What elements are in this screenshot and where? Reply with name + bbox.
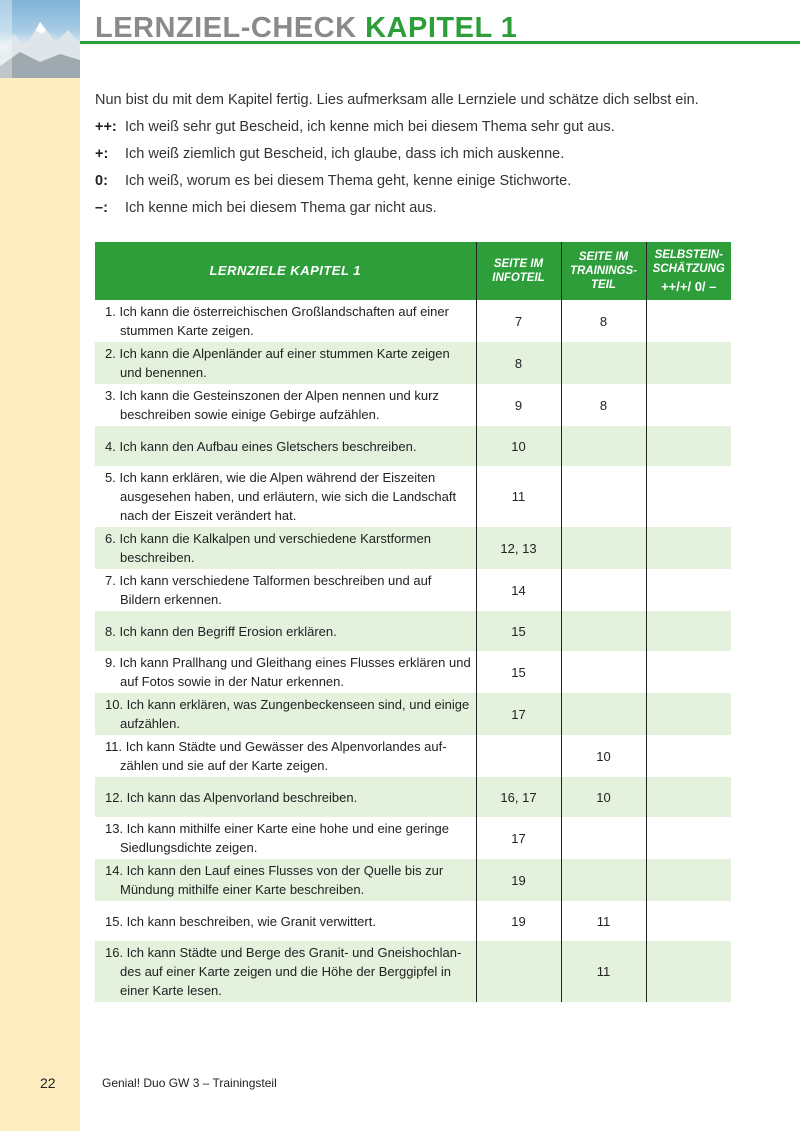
- book-title: Genial! Duo GW 3 – Trainingsteil: [102, 1076, 277, 1090]
- training-page-cell: 10: [561, 735, 646, 777]
- training-page-cell: [561, 466, 646, 527]
- training-page-cell: [561, 426, 646, 466]
- header-photo: [0, 0, 80, 78]
- legend-item: [95, 200, 699, 217]
- training-page-cell: 11: [561, 901, 646, 941]
- goal-text: 7. Ich kann verschiedene Talformen beschreiben und auf Bildern erkennen.: [105, 573, 432, 607]
- goals-table: [95, 242, 731, 1002]
- training-page-cell: [561, 569, 646, 611]
- goal-text: 6. Ich kann die Kalkalpen und verschiedene Karstformen beschreiben.: [105, 531, 431, 565]
- training-page-cell: [561, 342, 646, 384]
- infoteil-page-cell: 17: [476, 693, 561, 735]
- infoteil-page-cell: 7: [476, 300, 561, 342]
- goal-text: 2. Ich kann die Alpenländer auf einer stummen Karte zeigen und benennen.: [105, 346, 450, 380]
- infoteil-page-cell: 9: [476, 384, 561, 426]
- goal-cell: [95, 569, 476, 611]
- infoteil-page-cell: [476, 941, 561, 1002]
- table-row: [95, 735, 731, 777]
- table-row: [95, 466, 731, 527]
- goal-text: 3. Ich kann die Gesteinszonen der Alpen nennen und kurz beschreiben sowie einige Gebirge aufzählen.: [105, 388, 439, 422]
- table-header-row: [95, 242, 731, 300]
- infoteil-page-cell: [476, 735, 561, 777]
- goal-text: 5. Ich kann erklären, wie die Alpen während der Eiszeiten ausgesehen haben, und erläutern, wie sich die Landschaft nach der Eiszeit verändert hat.: [105, 470, 457, 523]
- goal-text: 12. Ich kann das Alpenvorland beschreiben.: [105, 789, 358, 805]
- self-assessment-cell[interactable]: [646, 859, 731, 901]
- legend-item: [95, 146, 699, 163]
- title-part-1: LERNZIEL-CHECK: [95, 12, 357, 44]
- goal-cell: [95, 300, 476, 342]
- training-page-cell: [561, 527, 646, 569]
- table-row: [95, 426, 731, 466]
- goal-cell: [95, 901, 476, 941]
- header-goals: LERNZIELE KAPITEL 1: [95, 242, 476, 300]
- intro-text: Nun bist du mit dem Kapitel fertig. Lies aufmerksam alle Lernziele und schätze dich selbst ein.: [95, 92, 699, 108]
- table-row: [95, 384, 731, 426]
- legend-item: [95, 173, 699, 190]
- infoteil-page-cell: 15: [476, 611, 561, 651]
- table-row: [95, 300, 731, 342]
- goal-text: 9. Ich kann Prallhang und Gleithang eines Flusses erklären und auf Fotos sowie in der Natur erkennen.: [105, 655, 471, 689]
- self-assessment-cell[interactable]: [646, 611, 731, 651]
- legend-symbol: –:: [95, 200, 108, 216]
- infoteil-page-cell: 19: [476, 859, 561, 901]
- self-assessment-cell[interactable]: [646, 300, 731, 342]
- goal-cell: [95, 941, 476, 1002]
- header-training: SEITE IM TRAININGS-TEIL: [561, 242, 646, 300]
- infoteil-page-cell: 12, 13: [476, 527, 561, 569]
- goal-text: 11. Ich kann Städte und Gewässer des Alpenvorlandes auf-zählen und sie auf der Karte zeigen.: [105, 739, 447, 773]
- mountain-image-icon: [0, 0, 80, 78]
- goal-cell: [95, 527, 476, 569]
- header-self-assessment: [646, 242, 731, 300]
- training-page-cell: 8: [561, 300, 646, 342]
- goal-cell: [95, 777, 476, 817]
- table-row: [95, 527, 731, 569]
- self-assessment-cell[interactable]: [646, 777, 731, 817]
- infoteil-page-cell: 14: [476, 569, 561, 611]
- legend-text: Ich weiß, worum es bei diesem Thema geht, kenne einige Stichworte.: [125, 173, 572, 189]
- header-scale: ++/+/ 0/ –: [661, 279, 717, 294]
- training-page-cell: [561, 817, 646, 859]
- goal-text: 15. Ich kann beschreiben, wie Granit verwittert.: [105, 913, 376, 929]
- page-title: [95, 12, 517, 45]
- goal-text: 8. Ich kann den Begriff Erosion erklären.: [105, 623, 337, 639]
- table-row: [95, 941, 731, 1002]
- table-row: [95, 651, 731, 693]
- legend-symbol: +:: [95, 146, 109, 162]
- self-assessment-cell[interactable]: [646, 384, 731, 426]
- infoteil-page-cell: 19: [476, 901, 561, 941]
- infoteil-page-cell: 11: [476, 466, 561, 527]
- training-page-cell: 8: [561, 384, 646, 426]
- self-assessment-cell[interactable]: [646, 735, 731, 777]
- title-part-2: KAPITEL 1: [365, 12, 518, 44]
- goal-cell: [95, 466, 476, 527]
- goal-text: 1. Ich kann die österreichischen Großlandschaften auf einer stummen Karte zeigen.: [105, 304, 449, 338]
- goal-text: 4. Ich kann den Aufbau eines Gletschers beschreiben.: [105, 438, 417, 454]
- goal-cell: [95, 651, 476, 693]
- self-assessment-cell[interactable]: [646, 527, 731, 569]
- goal-text: 16. Ich kann Städte und Berge des Granit- und Gneishochlan-des auf einer Karte zeigen und die Höhe der Berggipfel in einer Karte lesen.: [105, 945, 462, 998]
- legend-symbol: 0:: [95, 173, 108, 189]
- table-row: [95, 901, 731, 941]
- goal-cell: [95, 342, 476, 384]
- self-assessment-cell[interactable]: [646, 941, 731, 1002]
- goal-cell: [95, 859, 476, 901]
- table-row: [95, 777, 731, 817]
- infoteil-page-cell: 10: [476, 426, 561, 466]
- self-assessment-cell[interactable]: [646, 569, 731, 611]
- side-strip: [0, 0, 80, 1131]
- training-page-cell: [561, 693, 646, 735]
- infoteil-page-cell: 15: [476, 651, 561, 693]
- goal-text: 14. Ich kann den Lauf eines Flusses von der Quelle bis zur Mündung mithilfe einer Karte beschreiben.: [105, 863, 444, 897]
- self-assessment-cell[interactable]: [646, 901, 731, 941]
- table-row: [95, 569, 731, 611]
- header-infoteil: SEITE IM INFOTEIL: [476, 242, 561, 300]
- training-page-cell: [561, 651, 646, 693]
- self-assessment-cell[interactable]: [646, 817, 731, 859]
- training-page-cell: 10: [561, 777, 646, 817]
- goal-cell: [95, 735, 476, 777]
- intro-section: [95, 92, 699, 227]
- self-assessment-cell[interactable]: [646, 651, 731, 693]
- training-page-cell: [561, 611, 646, 651]
- legend-text: Ich kenne mich bei diesem Thema gar nicht aus.: [125, 200, 437, 216]
- header-self-label: SELBSTEIN-SCHÄTZUNG: [652, 249, 725, 275]
- goal-cell: [95, 426, 476, 466]
- table-row: [95, 859, 731, 901]
- goal-cell: [95, 384, 476, 426]
- table-row: [95, 693, 731, 735]
- legend-symbol: ++:: [95, 119, 117, 135]
- goal-cell: [95, 611, 476, 651]
- training-page-cell: [561, 859, 646, 901]
- training-page-cell: 11: [561, 941, 646, 1002]
- infoteil-page-cell: 8: [476, 342, 561, 384]
- legend-text: Ich weiß sehr gut Bescheid, ich kenne mich bei diesem Thema sehr gut aus.: [125, 119, 615, 135]
- goal-text: 10. Ich kann erklären, was Zungenbeckenseen sind, und einige aufzählen.: [105, 697, 470, 731]
- table-row: [95, 817, 731, 859]
- infoteil-page-cell: 17: [476, 817, 561, 859]
- legend-text: Ich weiß ziemlich gut Bescheid, ich glaube, dass ich mich auskenne.: [125, 146, 565, 162]
- self-assessment-cell[interactable]: [646, 426, 731, 466]
- page-number: 22: [40, 1075, 56, 1091]
- legend-item: [95, 119, 699, 136]
- table-row: [95, 611, 731, 651]
- self-assessment-cell[interactable]: [646, 342, 731, 384]
- infoteil-page-cell: 16, 17: [476, 777, 561, 817]
- table-row: [95, 342, 731, 384]
- goal-cell: [95, 817, 476, 859]
- self-assessment-cell[interactable]: [646, 693, 731, 735]
- goal-text: 13. Ich kann mithilfe einer Karte eine hohe und eine geringe Siedlungsdichte zeigen.: [105, 821, 450, 855]
- self-assessment-cell[interactable]: [646, 466, 731, 527]
- goal-cell: [95, 693, 476, 735]
